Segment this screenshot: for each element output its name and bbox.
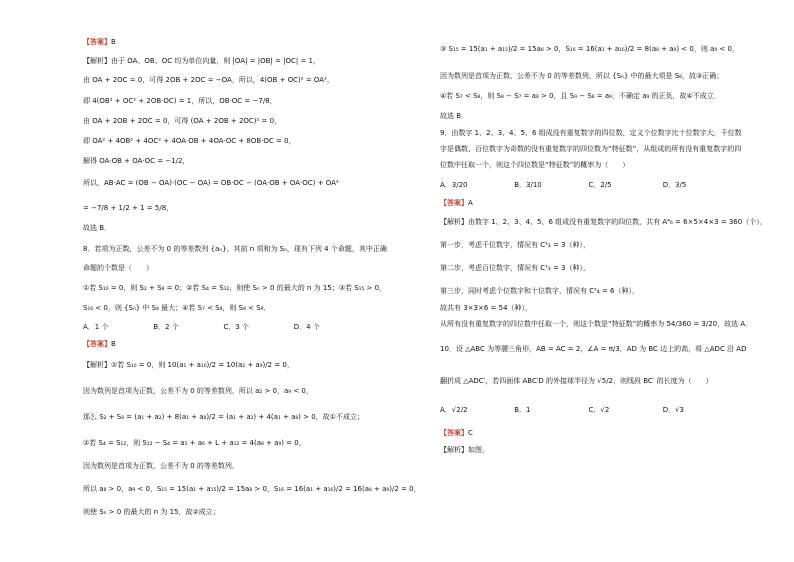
question-8-stem: 命题的个数是（ ） xyxy=(83,264,153,272)
answer-8 xyxy=(83,339,116,349)
solution-line: 由 OA + 2OC = 0，可得 2OB + 2OC = −OA，所以，4(OB + OC)² = OA²， xyxy=(83,76,334,84)
option-b: B．2 个 xyxy=(153,323,179,331)
answer-tag: 【答案】 xyxy=(83,340,111,348)
answer-tag: 【答案】 xyxy=(440,429,468,437)
solution-line: 解得 OA·OB + OA·OC = −1/2， xyxy=(83,157,190,165)
question-10-stem: 10．设 △ABC 为等腰三角形，AB = AC = 2，∠A = π/3，AD 为 BC 边上的高，将 △ADC 沿 AD xyxy=(440,345,747,353)
solution-line: 故选 B． xyxy=(83,224,112,232)
solution-line: 即 4(OB² + OC² + 2OB·OC) = 1，所以，OB·OC = −7/8， xyxy=(83,97,277,105)
option-a: A．3/20 xyxy=(440,181,468,189)
option-c: C．2/5 xyxy=(588,181,612,189)
question-8-stem: S₁₆ < 0，则 {Sₙ} 中 S₈ 最大；④若 S₇ < S₈，则 S₈ < S₉． xyxy=(83,304,271,312)
answer-value: B xyxy=(111,38,116,46)
solution-line: 因为数列是首项为正数，公差不为 0 的等差数列， xyxy=(83,462,239,470)
right-column xyxy=(440,0,794,562)
answer-value: B xyxy=(111,340,116,348)
solution-line: 所以 a₈ > 0，a₉ < 0，S₁₅ = 15(a₁ + a₁₅)/2 = 15a₈ > 0，S₁₆ = 16(a₁ + a₁₆)/2 = 16(a₈ + a₉)/2 = 0， xyxy=(83,485,421,493)
solution-line: 故共有 3×3×6 = 54（种）， xyxy=(440,304,533,312)
solution-line: 【解析】①若 S₁₀ = 0，则 10(a₁ + a₁₀)/2 = 10(a₂ + a₉)/2 = 0， xyxy=(83,361,294,369)
option-a: A．√2/2 xyxy=(440,406,468,414)
answer-value: A xyxy=(468,199,473,207)
solution-line: 第一步，考虑千位数字，情况有 C¹₃ = 3（种）， xyxy=(440,241,590,249)
question-9-options xyxy=(440,180,735,190)
question-9-stem: 9．由数字 1、2、3、4、5、6 组成没有重复数字的四位数，定义个位数字比十位数字大，千位数 xyxy=(440,129,742,137)
answer-tag: 【答案】 xyxy=(440,199,468,207)
solution-line: 因为数列是首项为正数，公差不为 0 的等差数列，所以 {Sₙ} 中的最大项是 S₈，故③正确； xyxy=(440,72,724,80)
solution-line: 【解析】如图， xyxy=(440,446,489,454)
option-c: C．√2 xyxy=(588,406,610,414)
solution-line: = −7/8 + 1/2 + 1 = 5/8， xyxy=(83,204,174,212)
answer-9 xyxy=(440,198,473,208)
question-8-options xyxy=(83,322,362,332)
solution-line: 则使 Sₙ > 0 的最大的 n 为 15，故②成立； xyxy=(83,508,220,516)
option-a: A．1 个 xyxy=(83,323,109,331)
question-8-stem: 8．若项为正数，公差不为 0 的等差数列 {aₙ}，其前 n 项和为 Sₙ，现有下列 4 个命题，其中正确 xyxy=(83,245,387,253)
option-d: D．4 个 xyxy=(293,323,320,331)
left-column xyxy=(83,0,443,562)
solution-line: 那么 S₂ + S₈ = (a₁ + a₂) + 8(a₁ + a₈)/2 = (a₁ + a₂) + 4(a₁ + a₈) > 0，故①不成立； xyxy=(83,413,364,421)
answer-10 xyxy=(440,428,473,438)
solution-line: ③ S₁₅ = 15(a₁ + a₁₅)/2 = 15a₈ > 0，S₁₆ = 16(a₁ + a₁₆)/2 = 8(a₈ + a₉) < 0，则 a₉ < 0， xyxy=(440,45,739,53)
question-9-stem: 字是偶数、百位数字为奇数的没有重复数字的四位数为“特征数”，从组成的所有没有重复数字的四 xyxy=(440,145,742,153)
solution-line: 第三步，同时考虑个位数字和十位数字，情况有 C²₄ = 6（种）， xyxy=(440,287,639,295)
answer-value: C xyxy=(468,429,473,437)
solution-line: 从所有没有重复数字的四位数中任取一个，则这个数是“特征数”的概率为 54/360 = 3/20，故选 A． xyxy=(440,320,753,328)
solution-line: 由 OA + 2OB + 2OC = 0，可得 (OA + 2OB + 2OC)² = 0， xyxy=(83,117,282,125)
question-10-options xyxy=(440,405,735,415)
solution-line: 故选 B． xyxy=(440,112,469,120)
solution-line: 所以，AB·AC = (OB − OA)·(OC − OA) = OB·OC − (OA·OB + OA·OC) + OA² xyxy=(83,179,339,187)
question-8-stem: ①若 S₁₀ = 0，则 S₂ + S₈ = 0；②若 S₄ = S₁₂，则使 Sₙ > 0 的最大的 n 为 15；③若 S₁₅ > 0， xyxy=(83,284,387,292)
option-b: B．3/10 xyxy=(514,181,542,189)
solution-line: 【解析】由于 OA、OB、OC 均为单位向量，则 |OA| = |OB| = |OC| = 1， xyxy=(83,57,320,65)
answer-tag: 【答案】 xyxy=(83,38,111,46)
solution-line: 【解析】由数字 1、2、3、4、5、6 组成没有重复数字的四位数，共有 A⁴₆ = 6×5×4×3 = 360（个）， xyxy=(440,218,767,226)
option-b: B．1 xyxy=(514,406,531,414)
answer-7 xyxy=(83,37,116,47)
option-c: C．3 个 xyxy=(223,323,250,331)
solution-line: ②若 S₄ = S₁₂，则 S₁₂ − S₄ = a₅ + a₆ + L + a₁₂ = 4(a₈ + a₉) = 0， xyxy=(83,439,306,447)
option-d: D．3/5 xyxy=(662,181,687,189)
question-9-stem: 位数中任取一个，则这个四位数是“特征数”的概率为（ ） xyxy=(440,161,630,169)
option-d: D．√3 xyxy=(662,406,685,414)
solution-line: 即 OA² + 4OB² + 4OC² + 4OA·OB + 4OA·OC + 8OB·OC = 0， xyxy=(83,137,296,145)
solution-line: ④若 S₇ < S₈，则 S₈ − S₇ = a₈ > 0，且 S₉ − S₈ = a₉，不确定 a₉ 的正负，故④不成立． xyxy=(440,92,721,100)
question-10-stem: 翻折成 △ADC′，若四面体 ABC′D 的外接球半径为 √5/2，则线段 BC′ 的长度为（ ） xyxy=(440,377,713,385)
solution-line: 因为数列是首项为正数，公差不为 0 的等差数列，所以 a₂ > 0，a₉ < 0， xyxy=(83,387,313,395)
solution-line: 第二步，考虑百位数字，情况有 C¹₃ = 3（种）， xyxy=(440,264,590,272)
